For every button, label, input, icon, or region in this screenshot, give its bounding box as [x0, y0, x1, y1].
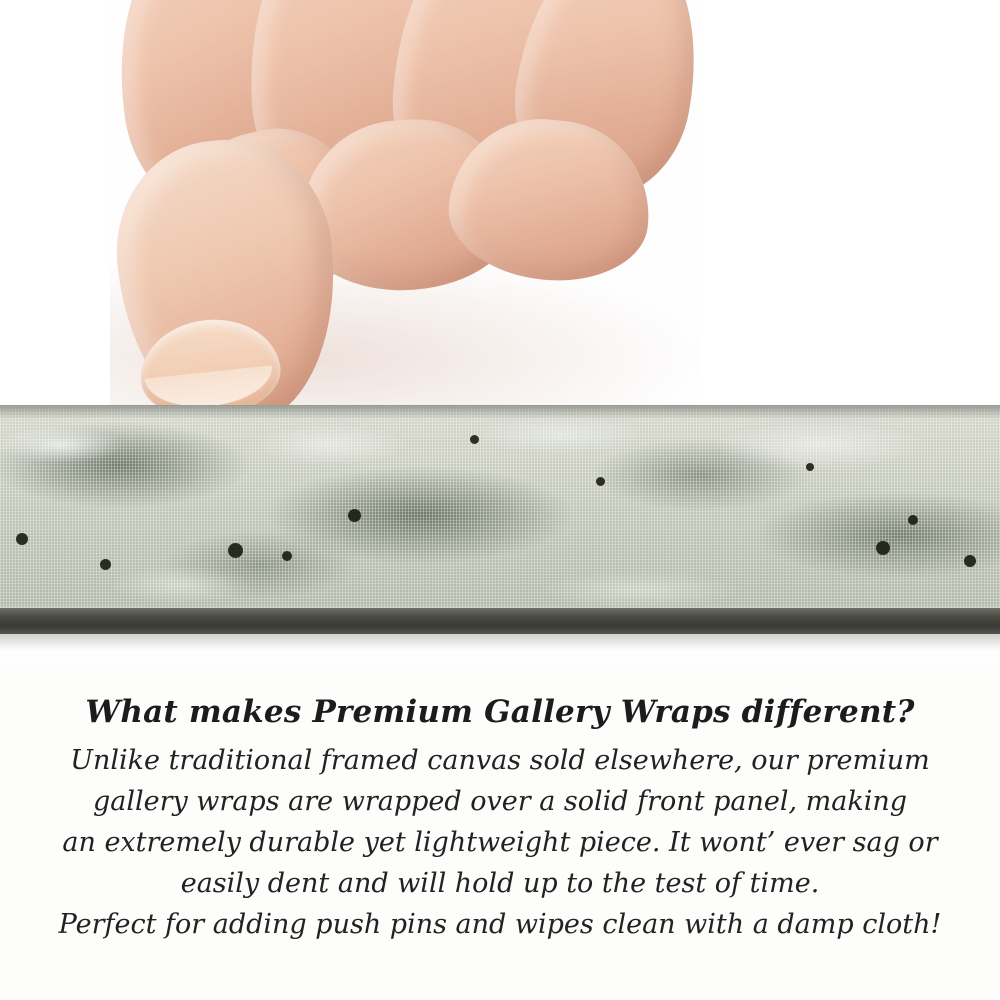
- canvas-wrap-edge-strip: [0, 405, 1000, 620]
- caption-line: an extremely durable yet lightweight piece. It wont’ ever sag or: [62, 827, 938, 858]
- caption-line: Unlike traditional framed canvas sold elsewhere, our premium: [70, 745, 930, 776]
- photo-backdrop-left: [0, 0, 110, 410]
- caption-line: Perfect for adding push pins and wipes clean with a damp cloth!: [58, 909, 942, 940]
- panel-drop-shadow: [0, 634, 1000, 650]
- canvas-speck: [596, 477, 605, 486]
- canvas-speck: [964, 555, 976, 567]
- canvas-speck: [16, 533, 28, 545]
- photo-backdrop-right: [700, 0, 1000, 410]
- caption-line: easily dent and will hold up to the test of time.: [180, 868, 820, 899]
- canvas-top-shadow: [0, 405, 1000, 419]
- canvas-speck: [282, 551, 292, 561]
- canvas-speck: [908, 515, 918, 525]
- caption-line: gallery wraps are wrapped over a solid front panel, making: [92, 786, 908, 817]
- canvas-speck: [876, 541, 890, 555]
- canvas-speck: [806, 463, 814, 471]
- caption-heading: What makes Premium Gallery Wraps different?: [85, 694, 915, 730]
- caption-block: [0, 690, 1000, 945]
- caption-body: [0, 740, 1000, 945]
- solid-front-panel-edge: [0, 608, 1000, 634]
- canvas-speck: [348, 509, 361, 522]
- canvas-speck: [228, 543, 243, 558]
- canvas-weave-texture: [0, 405, 1000, 620]
- canvas-speck: [100, 559, 111, 570]
- hand-with-thumb-pressing: [0, 0, 1000, 430]
- canvas-speck: [470, 435, 479, 444]
